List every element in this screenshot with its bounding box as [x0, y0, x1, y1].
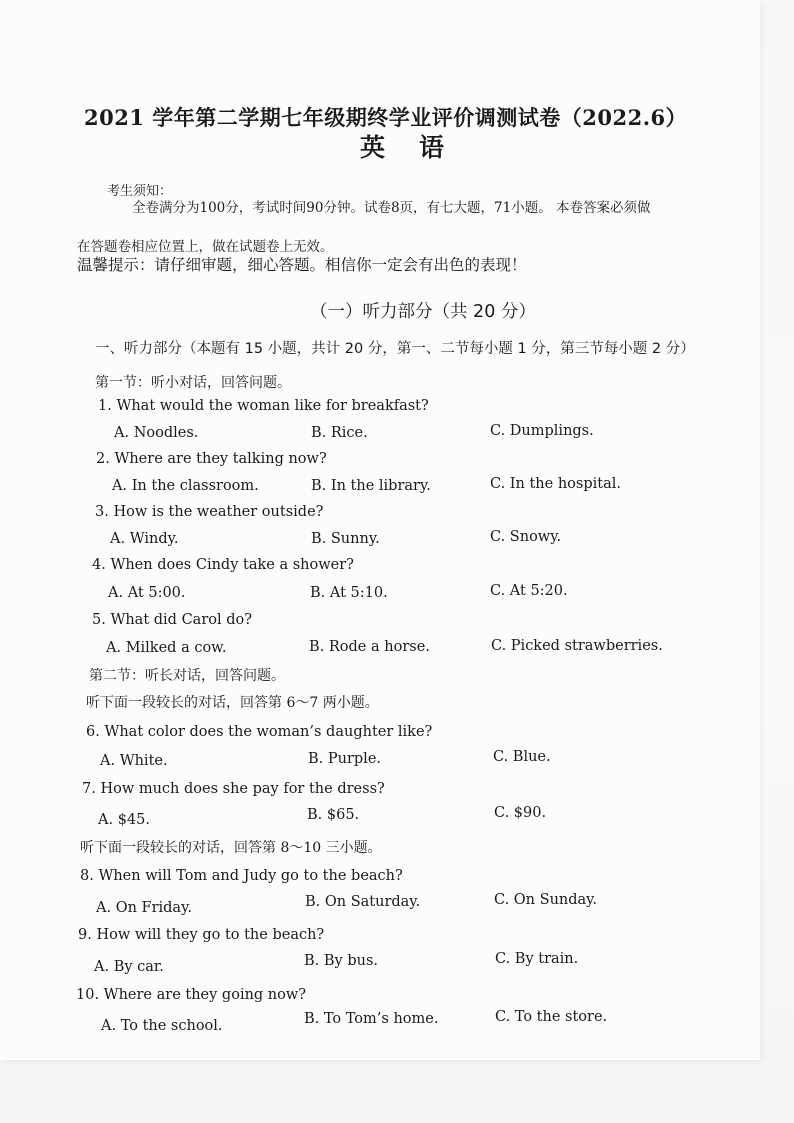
question-text: 10. Where are they going now? [76, 987, 307, 1003]
option-b: B. On Saturday. [305, 894, 421, 910]
option-a: A. Milked a cow. [106, 640, 227, 656]
option-a: A. On Friday. [96, 900, 192, 916]
sub-section-2-heading: 第二节：听长对话，回答问题。 [89, 668, 285, 684]
option-c: C. In the hospital. [490, 476, 621, 492]
option-b: B. Rice. [311, 425, 368, 441]
question-text: 3. How is the weather outside? [95, 504, 324, 520]
option-c: C. To the store. [495, 1009, 608, 1025]
notice-body-line-2: 在答题卷相应位置上，做在试题卷上无效。 [77, 239, 334, 255]
notice-heading: 考生须知： [107, 184, 173, 199]
question-text: 7. How much does she pay for the dress? [82, 781, 385, 797]
question-text: 8. When will Tom and Judy go to the beach? [80, 868, 403, 884]
option-c: C. Dumplings. [490, 423, 594, 439]
question-text: 1. What would the woman like for breakfast? [98, 398, 429, 414]
option-b: B. Sunny. [311, 531, 380, 547]
subject-title: 英语 [360, 133, 479, 162]
option-c: C. Picked strawberries. [491, 638, 663, 654]
instruction-8-10: 听下面一段较长的对话，回答第 8～10 三小题。 [80, 840, 382, 856]
question-text: 4. When does Cindy take a shower? [92, 557, 354, 573]
option-c: C. Snowy. [490, 529, 562, 545]
option-b: B. $65. [307, 807, 360, 823]
option-c: C. At 5:20. [490, 583, 568, 599]
option-b: B. Rode a horse. [309, 639, 430, 655]
option-a: A. Noodles. [114, 425, 199, 441]
part-heading: （一）听力部分（共 20 分） [310, 302, 536, 322]
tip-text: 温馨提示：请仔细审题，细心答题。相信你一定会有出色的表现！ [77, 256, 527, 274]
option-c: C. On Sunday. [494, 892, 598, 908]
option-b: B. To Tom’s home. [304, 1011, 439, 1027]
option-a: A. Windy. [110, 531, 179, 547]
option-a: A. By car. [94, 959, 164, 975]
option-a: A. At 5:00. [108, 585, 186, 601]
question-text: 9. How will they go to the beach? [78, 927, 325, 943]
option-c: C. Blue. [493, 749, 551, 765]
option-a: A. $45. [98, 812, 150, 828]
option-a: A. White. [100, 753, 168, 769]
question-text: 5. What did Carol do? [92, 612, 253, 628]
notice-body-line-1: 全卷满分为100分，考试时间90分钟。试卷8页，有七大题，71小题。 本卷答案必须做 [132, 200, 651, 216]
option-b: B. At 5:10. [310, 585, 388, 601]
sub-section-1-heading: 第一节：听小对话，回答问题。 [95, 375, 291, 391]
option-b: B. Purple. [308, 751, 382, 767]
option-c: C. $90. [494, 805, 547, 821]
section-heading: 一、听力部分（本题有 15 小题，共计 20 分，第一、二节每小题 1 分，第三节每小题 2 分） [95, 341, 695, 357]
option-b: B. In the library. [311, 478, 431, 494]
option-a: A. To the school. [101, 1018, 223, 1034]
option-b: B. By bus. [304, 953, 379, 969]
option-a: A. In the classroom. [112, 478, 259, 494]
exam-title: 2021 学年第二学期七年级期终学业评价调测试卷（2022.6） [84, 105, 688, 130]
question-text: 6. What color does the woman’s daughter like? [86, 724, 433, 740]
question-text: 2. Where are they talking now? [96, 451, 327, 467]
option-c: C. By train. [495, 951, 579, 967]
instruction-6-7: 听下面一段较长的对话，回答第 6～7 两小题。 [86, 695, 379, 711]
